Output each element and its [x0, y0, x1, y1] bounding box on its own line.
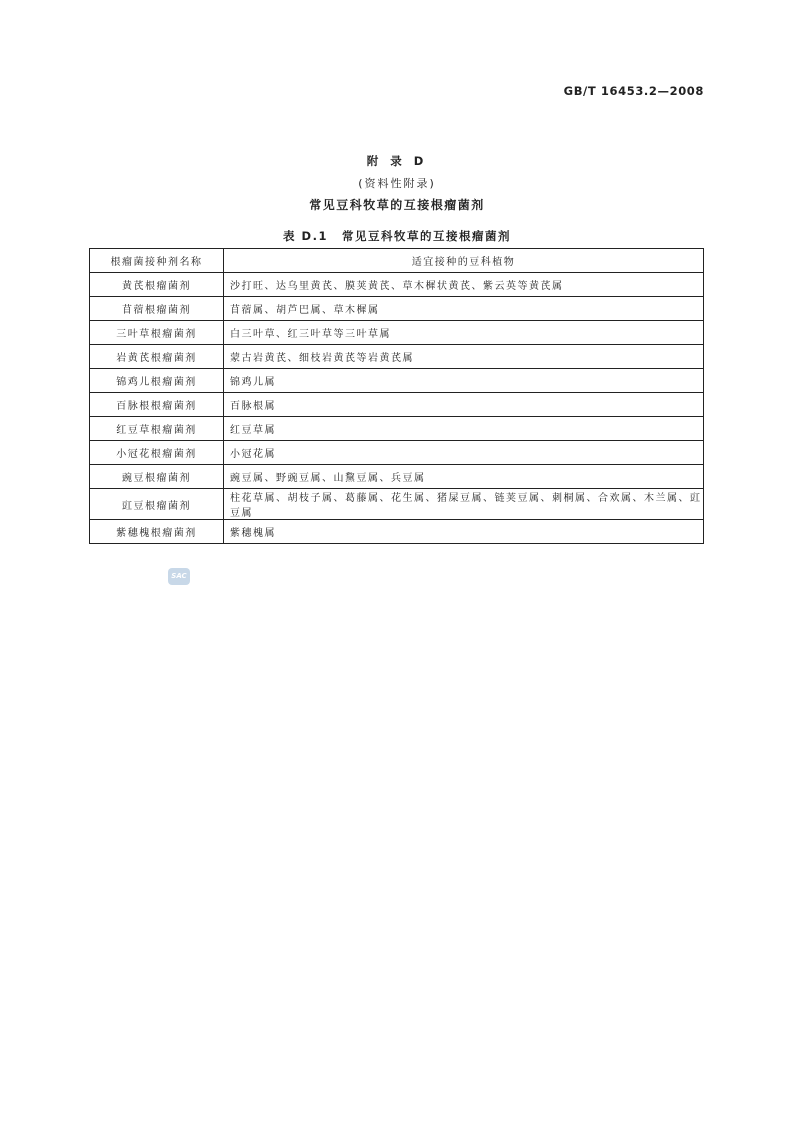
table-row — [90, 520, 704, 544]
plants-cell: 小冠花属 — [224, 441, 704, 465]
table-row — [90, 345, 704, 369]
table-row — [90, 417, 704, 441]
inoculant-name-cell: 豌豆根瘤菌剂 — [90, 465, 224, 489]
plants-cell: 柱花草属、胡枝子属、葛藤属、花生属、猪屎豆属、链荚豆属、刺桐属、合欢属、木兰属、豇豆属 — [224, 489, 704, 520]
inoculant-table — [89, 248, 704, 544]
plants-cell: 百脉根属 — [224, 393, 704, 417]
table-header-row — [90, 249, 704, 273]
inoculant-name-cell: 三叶草根瘤菌剂 — [90, 321, 224, 345]
column-header-inoculant: 根瘤菌接种剂名称 — [90, 249, 224, 273]
plants-cell: 蒙古岩黄芪、细枝岩黄芪等岩黄芪属 — [224, 345, 704, 369]
inoculant-name-cell: 黄芪根瘤菌剂 — [90, 273, 224, 297]
plants-cell: 苜蓿属、胡芦巴属、草木樨属 — [224, 297, 704, 321]
standard-code: GB/T 16453.2—2008 — [563, 84, 704, 98]
appendix-title: 附 录 D — [366, 154, 428, 168]
column-header-plants: 适宜接种的豆科植物 — [224, 249, 704, 273]
plants-cell: 沙打旺、达乌里黄芪、膜荚黄芪、草木樨状黄芪、紫云英等黄芪属 — [224, 273, 704, 297]
plants-cell: 豌豆属、野豌豆属、山黧豆属、兵豆属 — [224, 465, 704, 489]
document-title: 常见豆科牧草的互接根瘤菌剂 — [309, 198, 485, 212]
inoculant-name-cell: 红豆草根瘤菌剂 — [90, 417, 224, 441]
table-row — [90, 321, 704, 345]
plants-cell: 白三叶草、红三叶草等三叶草属 — [224, 321, 704, 345]
plants-cell: 紫穗槐属 — [224, 520, 704, 544]
table-caption-title: 常见豆科牧草的互接根瘤菌剂 — [341, 229, 511, 243]
table-row — [90, 369, 704, 393]
inoculant-name-cell: 豇豆根瘤菌剂 — [90, 489, 224, 520]
table-row — [90, 465, 704, 489]
inoculant-name-cell: 百脉根根瘤菌剂 — [90, 393, 224, 417]
table-caption-number: 表 D.1 — [283, 229, 328, 243]
inoculant-name-cell: 紫穗槐根瘤菌剂 — [90, 520, 224, 544]
inoculant-name-cell: 苜蓿根瘤菌剂 — [90, 297, 224, 321]
table-caption — [0, 228, 794, 244]
inoculant-name-cell: 岩黄芪根瘤菌剂 — [90, 345, 224, 369]
sac-watermark-logo: SAC — [168, 568, 190, 585]
table-row — [90, 441, 704, 465]
inoculant-name-cell: 小冠花根瘤菌剂 — [90, 441, 224, 465]
table-row — [90, 393, 704, 417]
table-row — [90, 273, 704, 297]
plants-cell: 红豆草属 — [224, 417, 704, 441]
plants-cell: 锦鸡儿属 — [224, 369, 704, 393]
table-row — [90, 297, 704, 321]
appendix-note: (资料性附录) — [358, 177, 436, 190]
table-row — [90, 489, 704, 520]
inoculant-name-cell: 锦鸡儿根瘤菌剂 — [90, 369, 224, 393]
